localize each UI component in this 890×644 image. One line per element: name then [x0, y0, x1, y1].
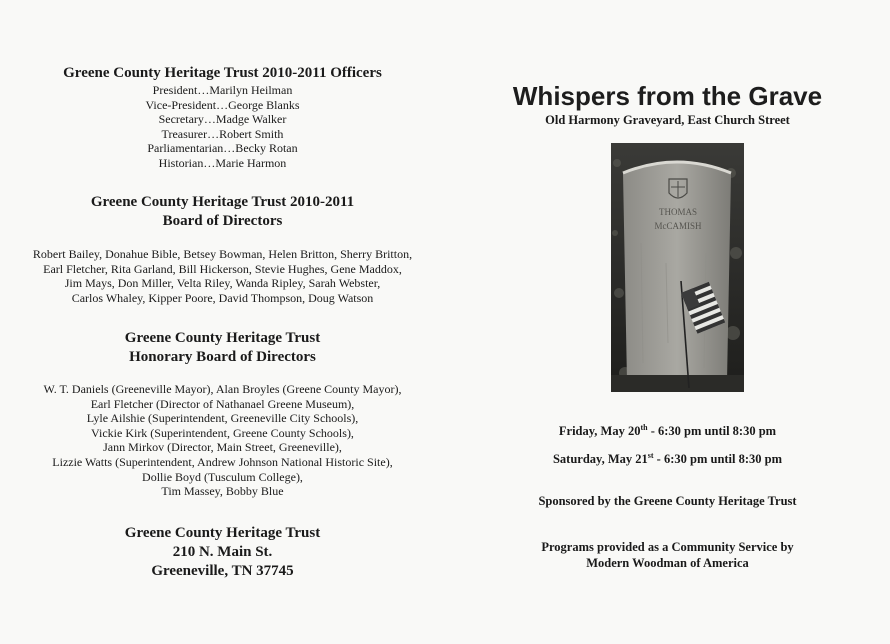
honorary-line: Vickie Kirk (Superintendent, Greene County Schools), [91, 425, 354, 440]
event-day: Friday, May 20 [558, 424, 641, 438]
event-title: Whispers from the Grave [512, 81, 823, 111]
address-city: Greeneville, TN 37745 [151, 563, 294, 579]
officer-line: Parliamentarian…Becky Rotan [147, 141, 298, 156]
address-section [0, 524, 445, 581]
event-location: Old Harmony Graveyard, East Church Street [545, 113, 790, 127]
board-line: Earl Fletcher, Rita Garland, Bill Hickerson, Stevie Hughes, Gene Maddox, [43, 261, 402, 276]
honorary-section [0, 329, 445, 499]
honorary-line: Lyle Ailshie (Superintendent, Greeneville City Schools), [86, 411, 359, 426]
officers-heading: Greene County Heritage Trust 2010-2011 Officers [63, 65, 382, 81]
gravestone-photo [611, 143, 744, 392]
programs-line2: Modern Woodman of America [586, 556, 749, 570]
sponsor-section [445, 493, 890, 509]
board-heading-line1: Greene County Heritage Trust 2010-2011 [90, 194, 355, 210]
event-ordinal: th [640, 422, 648, 432]
officers-list [0, 83, 445, 171]
event-day: Saturday, May 21 [552, 452, 648, 466]
gravestone-illustration [611, 143, 744, 392]
event-date-line [445, 423, 890, 439]
honorary-line: Earl Fletcher (Director of Nathanael Greene Museum), [90, 396, 355, 411]
officer-line: President…Marilyn Heilman [152, 83, 293, 97]
event-date-line [445, 451, 890, 467]
officer-line: Secretary…Madge Walker [158, 112, 287, 127]
honorary-line: W. T. Daniels (Greeneville Mayor), Alan Broyles (Greene County Mayor), [43, 382, 402, 396]
event-date-2 [445, 451, 890, 467]
event-time: - 6:30 pm until 8:30 pm [647, 424, 777, 438]
honorary-line: Jann Mirkov (Director, Main Street, Greeneville), [103, 440, 342, 455]
officers-section [0, 64, 445, 171]
board-line: Robert Bailey, Donahue Bible, Betsey Bowman, Helen Britton, Sherry Britton, [32, 247, 413, 261]
officer-line: Vice-President…George Blanks [145, 97, 300, 112]
board-line: Jim Mays, Don Miller, Velta Riley, Wanda Ripley, Sarah Webster, [64, 276, 381, 291]
board-heading-line2: Board of Directors [162, 213, 283, 229]
right-panel [445, 0, 890, 644]
title-section [445, 81, 890, 128]
address-street: 210 N. Main St. [172, 544, 273, 560]
address-org: Greene County Heritage Trust [124, 525, 321, 541]
inscription-line1: THOMAS [658, 207, 698, 217]
honorary-line: Lizzie Watts (Superintendent, Andrew Johnson National Historic Site), [52, 454, 393, 469]
board-list [0, 247, 445, 305]
event-time: - 6:30 pm until 8:30 pm [653, 452, 783, 466]
honorary-heading-line2: Honorary Board of Directors [129, 349, 316, 365]
officer-line: Historian…Marie Harmon [158, 155, 287, 170]
sponsor-text: Sponsored by the Greene County Heritage Trust [538, 494, 797, 508]
board-line: Carlos Whaley, Kipper Poore, David Thompson, Doug Watson [71, 290, 374, 305]
honorary-heading-line1: Greene County Heritage Trust [124, 330, 321, 346]
officer-line: Treasurer…Robert Smith [161, 126, 284, 141]
inscription-line2: McCAMISH [654, 221, 702, 231]
board-section [0, 193, 445, 305]
event-ordinal: st [647, 450, 654, 460]
honorary-line: Dollie Boyd (Tusculum College), [142, 469, 303, 484]
programs-section [445, 539, 890, 571]
event-date-1 [445, 423, 890, 439]
honorary-line: Tim Massey, Bobby Blue [161, 484, 284, 499]
honorary-list [0, 382, 445, 499]
programs-line1: Programs provided as a Community Service by [541, 540, 794, 554]
